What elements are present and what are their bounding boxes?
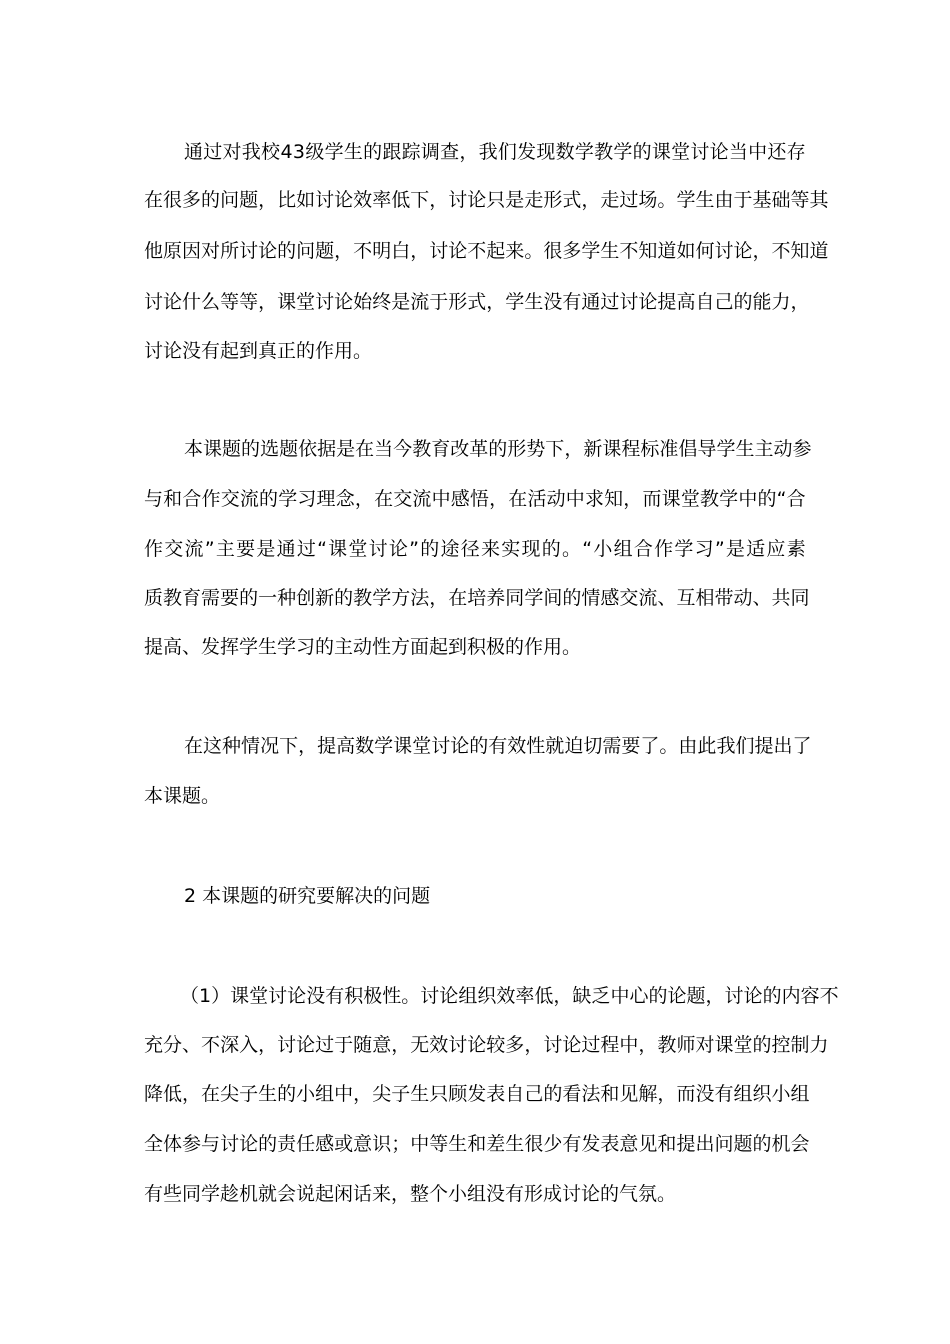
paragraph-5-line-2: 充 分 、 不 深 入 ， 讨 论 过 于 随 意 ， 无 效 讨 论 较 多 ， 讨 论 过 程 中 ， 教 师 对 课 堂 的 控 制 力 — [144, 1034, 829, 1056]
paragraph-1-line-4: 讨 论 什 么 等 等 ， 课 堂 讨 论 始 终 是 流 于 形 式 ， 学 生 没 有 通 过 讨 论 提 高 自 己 的 能 力 ， — [144, 291, 810, 313]
paragraph-5-line-4: 全 体 参 与 讨 论 的 责 任 感 或 意 识 ； 中 等 生 和 差 生 很 少 有 发 表 意 见 和 提 出 问 题 的 机 会 — [144, 1133, 810, 1155]
paragraph-5-line-1: （ 1 ） 课 堂 讨 论 没 有 积 极 性 。 讨 论 组 织 效 率 低 ， 缺 乏 中 心 的 论 题 ， 讨 论 的 内 容 不 — [180, 985, 839, 1007]
paragraph-2-line-1: 本 课 题 的 选 题 依 据 是 在 当 今 教 育 改 革 的 形 势 下 ， 新 课 程 标 准 倡 导 学 生 主 动 参 — [184, 438, 812, 460]
paragraph-2-line-3: 作 交 流 ” 主 要 是 通 过 “ 课 堂 讨 论 ” 的 途 径 来 实 现 的 。 “ 小 组 合 作 学 习 ” 是 适 应 素 — [144, 538, 806, 560]
paragraph-1-line-5: 讨论没有起到真正的作用。 — [144, 340, 373, 362]
section-heading: 2 本课题的研究要解决的问题 — [184, 885, 431, 907]
paragraph-5-line-3: 降 低 ， 在 尖 子 生 的 小 组 中 ， 尖 子 生 只 顾 发 表 自 己 的 看 法 和 见 解 ， 而 没 有 组 织 小 组 — [144, 1083, 810, 1105]
paragraph-1-line-1: 通 过 对 我 校 4 3 级 学 生 的 跟 踪 调 查 ， 我 们 发 现 数 学 教 学 的 课 堂 讨 论 当 中 还 存 — [184, 141, 806, 163]
paragraph-2-line-4: 质 教 育 需 要 的 一 种 创 新 的 教 学 方 法 ， 在 培 养 同 学 间 的 情 感 交 流 、 互 相 带 动 、 共 同 — [144, 587, 810, 609]
paragraph-2-line-2: 与 和 合 作 交 流 的 学 习 理 念 ， 在 交 流 中 感 悟 ， 在 活 动 中 求 知 ， 而 课 堂 教 学 中 的 “ 合 — [144, 488, 806, 510]
paragraph-1-line-3: 他 原 因 对 所 讨 论 的 问 题 ， 不 明 白 ， 讨 论 不 起 来 。 很 多 学 生 不 知 道 如 何 讨 论 ， 不 知 道 — [144, 240, 829, 262]
paragraph-3-line-1: 在 这 种 情 况 下 ， 提 高 数 学 课 堂 讨 论 的 有 效 性 就 迫 切 需 要 了 。 由 此 我 们 提 出 了 — [184, 735, 812, 757]
paragraph-2-line-5: 提高、发挥学生学习的主动性方面起到积极的作用。 — [144, 636, 582, 658]
paragraph-3-line-2: 本课题。 — [144, 785, 221, 807]
paragraph-5-line-5: 有些同学趁机就会说起闲话来，整个小组没有形成讨论的气氛。 — [144, 1183, 677, 1205]
paragraph-1-line-2: 在 很 多 的 问 题 ， 比 如 讨 论 效 率 低 下 ， 讨 论 只 是 走 形 式 ， 走 过 场 。 学 生 由 于 基 础 等 其 — [144, 189, 829, 211]
